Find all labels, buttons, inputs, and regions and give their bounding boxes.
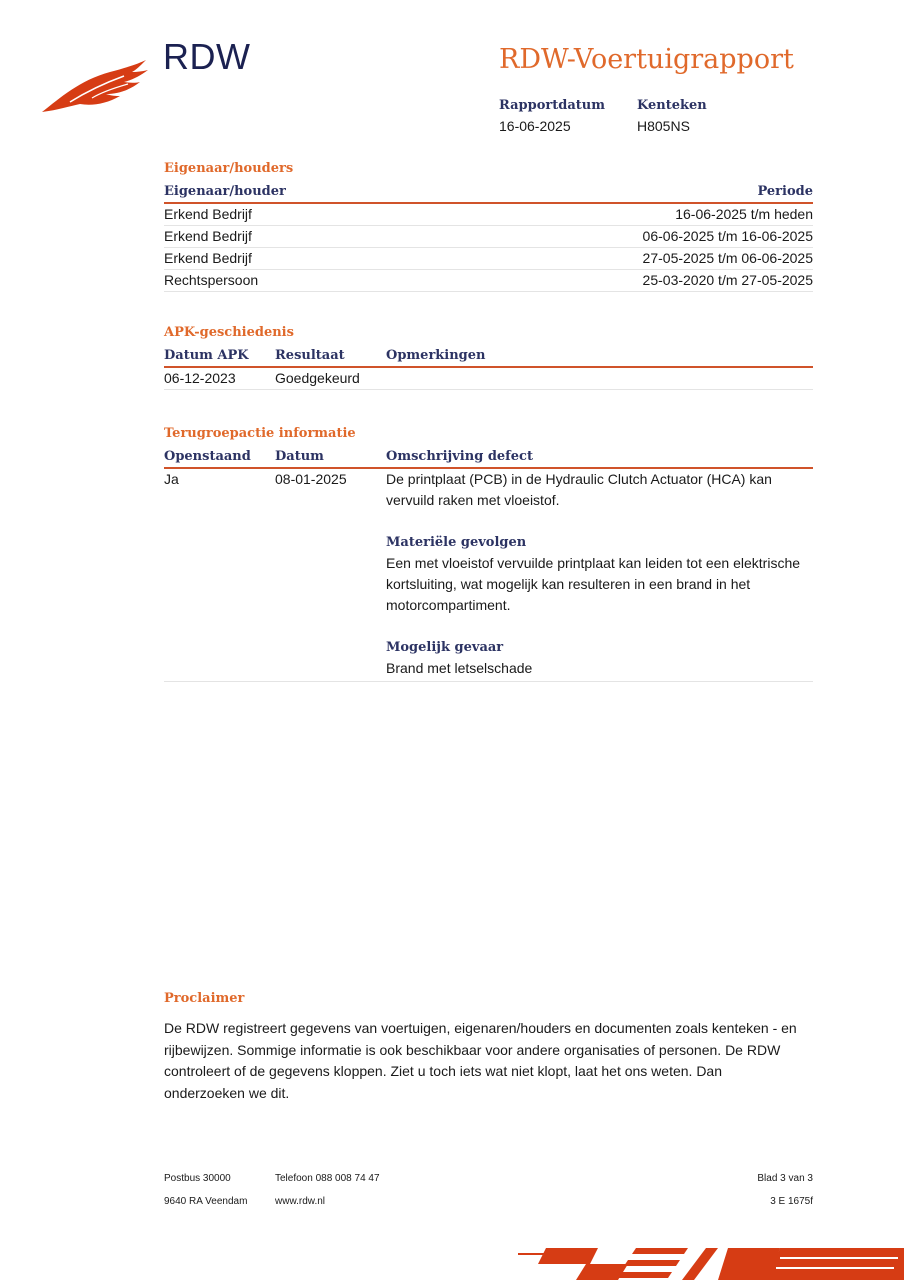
brand-name: RDW xyxy=(163,36,251,77)
rdw-stripes-icon xyxy=(518,1244,904,1280)
page-title: RDW-Voertuigrapport xyxy=(499,44,794,75)
proclaimer-title: Proclaimer xyxy=(164,991,245,1006)
table-row xyxy=(164,204,813,226)
table-row xyxy=(164,368,813,390)
table-row xyxy=(164,469,813,682)
recall-description-column-header: Omschrijving defect xyxy=(386,449,533,464)
proclaimer-text: De RDW registreert gegevens van voertuigen, eigenaren/houders en documenten zoals kenteken - en rijbewijzen. Sommige informatie is ook beschikbaar voor andere organisaties of personen. De RDW controleert of de gegevens kloppen. Ziet u toch iets wat niet klopt, laat het ons weten. Dan onderzoeken we dit. xyxy=(164,1020,797,1101)
license-plate-value: H805NS xyxy=(637,118,690,134)
danger-text: Brand met letselschade xyxy=(386,660,533,676)
apk-remarks-cell xyxy=(386,368,813,389)
footer-website[interactable]: www.rdw.nl xyxy=(275,1196,326,1207)
consequences-label: Materiële gevolgen xyxy=(386,535,527,550)
owners-title: Eigenaar/houders xyxy=(164,161,294,176)
owner-cell: Erkend Bedrijf xyxy=(164,250,252,266)
apk-title: APK-geschiedenis xyxy=(164,325,294,340)
apk-table-header xyxy=(164,346,813,368)
apk-result-cell: Goedgekeurd xyxy=(275,370,360,386)
recall-section xyxy=(164,425,813,682)
recall-table-header xyxy=(164,447,813,469)
recall-date-column-header: Datum xyxy=(275,449,324,464)
apk-section xyxy=(164,324,813,390)
period-cell: 16-06-2025 t/m heden xyxy=(675,206,813,222)
defect-description: De printplaat (PCB) in de Hydraulic Clutch Actuator (HCA) kan vervuild raken met vloeistof. xyxy=(386,471,772,508)
table-row xyxy=(164,270,813,292)
period-cell: 27-05-2025 t/m 06-06-2025 xyxy=(642,250,813,266)
report-date-value: 16-06-2025 xyxy=(499,118,571,134)
footer-po-box: Postbus 30000 xyxy=(164,1173,231,1184)
consequences-text: Een met vloeistof vervuilde printplaat kan leiden tot een elektrische kortsluiting, wat mogelijk kan resulteren in een brand in het motorcompartiment. xyxy=(386,555,801,613)
owner-cell: Erkend Bedrijf xyxy=(164,206,252,222)
danger-label: Mogelijk gevaar xyxy=(386,640,504,655)
owner-column-header: Eigenaar/houder xyxy=(164,184,286,199)
recall-description-cell xyxy=(386,469,813,679)
recall-date-cell: 08-01-2025 xyxy=(275,471,347,487)
recall-open-cell: Ja xyxy=(164,471,179,487)
period-column-header: Periode xyxy=(757,184,813,199)
apk-remarks-column-header: Opmerkingen xyxy=(386,348,486,363)
report-date-label: Rapportdatum xyxy=(499,98,605,113)
recall-open-column-header: Openstaand xyxy=(164,449,251,464)
footer-postal: 9640 RA Veendam xyxy=(164,1196,248,1207)
footer-code: 3 E 1675f xyxy=(770,1196,813,1207)
owner-cell: Erkend Bedrijf xyxy=(164,228,252,244)
apk-date-cell: 06-12-2023 xyxy=(164,370,236,386)
period-cell: 25-03-2020 t/m 27-05-2025 xyxy=(642,272,813,288)
footer-phone: Telefoon 088 008 74 47 xyxy=(275,1173,380,1184)
apk-result-column-header: Resultaat xyxy=(275,348,345,363)
owner-cell: Rechtspersoon xyxy=(164,272,259,288)
rdw-logo-icon xyxy=(40,58,150,116)
proclaimer-section xyxy=(164,990,813,1104)
owners-section xyxy=(164,160,813,292)
footer-page-number: Blad 3 van 3 xyxy=(757,1173,813,1184)
table-row xyxy=(164,226,813,248)
period-cell: 06-06-2025 t/m 16-06-2025 xyxy=(642,228,813,244)
owners-table-header xyxy=(164,182,813,204)
apk-date-column-header: Datum APK xyxy=(164,348,249,363)
table-row xyxy=(164,248,813,270)
license-plate-label: Kenteken xyxy=(637,98,707,113)
recall-title: Terugroepactie informatie xyxy=(164,426,356,441)
